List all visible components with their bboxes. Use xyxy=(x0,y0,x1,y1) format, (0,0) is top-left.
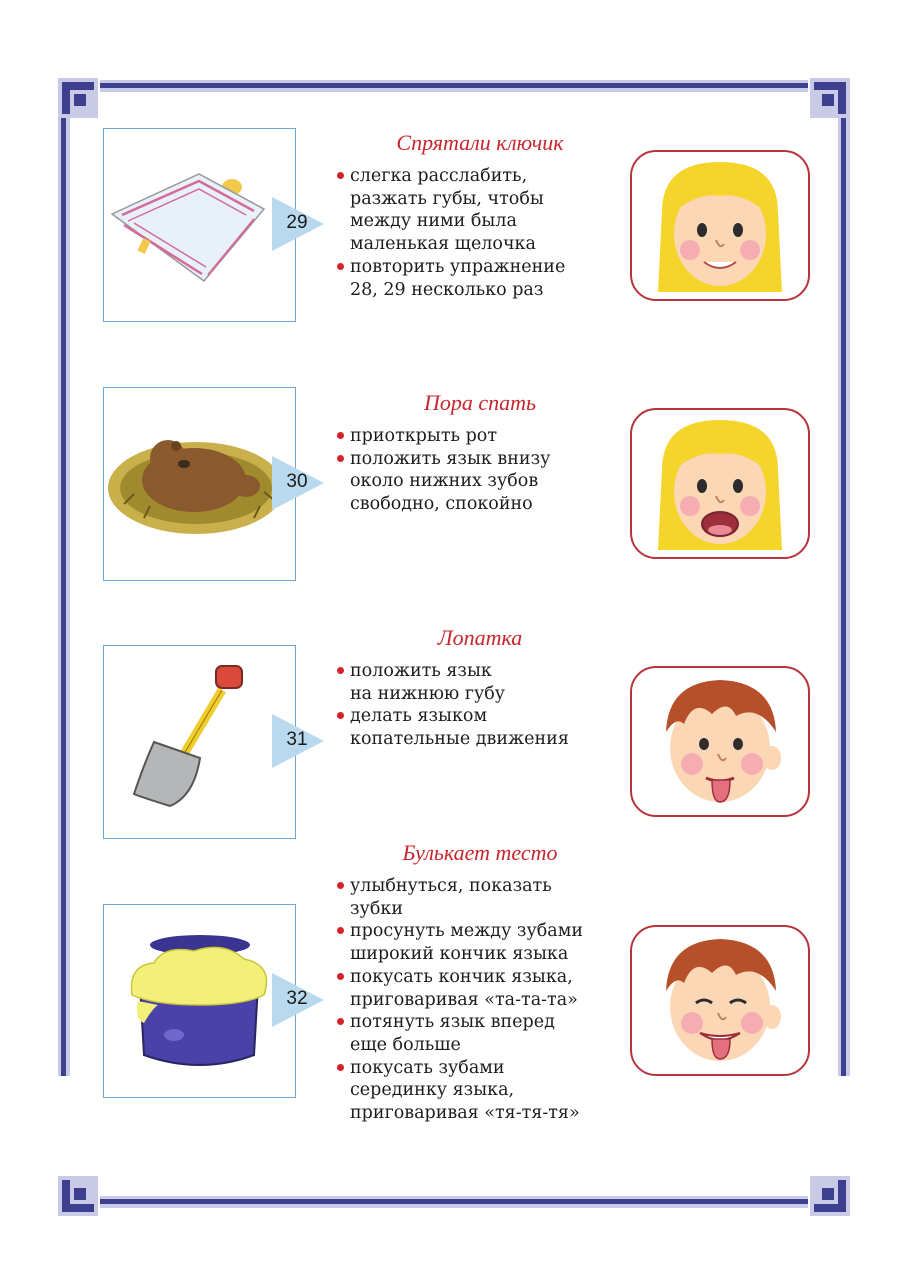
frame-left-border xyxy=(58,116,70,1076)
instruction-item: приоткрыть рот xyxy=(336,425,636,448)
boy-tongue-out-icon xyxy=(632,668,808,815)
instruction-list-32 xyxy=(336,875,636,1125)
frame-corner-bottom-right xyxy=(810,1176,850,1216)
exercise-title-29: Спрятали ключик xyxy=(396,130,564,155)
exercise-title-32: Булькает тесто xyxy=(402,840,558,865)
frame-corner-bottom-left xyxy=(58,1176,98,1216)
blond-girl-face-icon xyxy=(632,152,808,299)
face-picture-32 xyxy=(630,925,810,1076)
step-number-29: 29 xyxy=(286,212,308,233)
instruction-list-30 xyxy=(336,425,636,516)
instruction-item: покусать зубами серединку языка, приговаривая «тя-тя-тя» xyxy=(336,1057,636,1125)
instruction-item: улыбнуться, показать зубки xyxy=(336,875,636,920)
picture-handkerchief xyxy=(103,128,296,322)
frame-right-border xyxy=(838,116,850,1076)
blond-girl-open-mouth-icon xyxy=(632,410,808,557)
step-number-32: 32 xyxy=(286,988,308,1009)
picture-bear xyxy=(103,387,296,581)
step-number-31: 31 xyxy=(286,729,308,750)
instruction-item: покусать кончик языка, приговаривая «та-та-та» xyxy=(336,966,636,1011)
exercise-title-30: Пора спать xyxy=(423,390,537,415)
instruction-item: положить язык на нижнюю губу xyxy=(336,660,636,705)
frame-corner-top-right xyxy=(810,78,850,118)
instruction-item: положить язык внизу около нижних зубов свободно, спокойно xyxy=(336,448,636,516)
face-picture-29 xyxy=(630,150,810,301)
instruction-item: делать языком копательные движения xyxy=(336,705,636,750)
step-number-30: 30 xyxy=(286,471,308,492)
frame-bottom-border xyxy=(100,1196,808,1208)
picture-shovel xyxy=(103,645,296,839)
picture-pot xyxy=(103,904,296,1098)
pot-dough-illustration xyxy=(104,905,294,1095)
frame-corner-top-left xyxy=(58,78,98,118)
exercise-title-31: Лопатка xyxy=(437,625,523,650)
shovel-illustration xyxy=(104,646,294,836)
instruction-item: потянуть язык вперед еще больше xyxy=(336,1011,636,1056)
instruction-list-29 xyxy=(336,165,636,301)
bear-nest-illustration xyxy=(104,388,294,578)
face-picture-31 xyxy=(630,666,810,817)
face-picture-30 xyxy=(630,408,810,559)
handkerchief-illustration xyxy=(104,129,294,319)
boy-tongue-between-teeth-icon xyxy=(632,927,808,1074)
instruction-item: повторить упражнение 28, 29 несколько раз xyxy=(336,256,636,301)
instruction-item: слегка расслабить, разжать губы, чтобы между ними была маленькая щелочка xyxy=(336,165,636,256)
instruction-item: просунуть между зубами широкий кончик языка xyxy=(336,920,636,965)
instruction-list-31 xyxy=(336,660,636,751)
frame-top-border xyxy=(100,80,808,92)
